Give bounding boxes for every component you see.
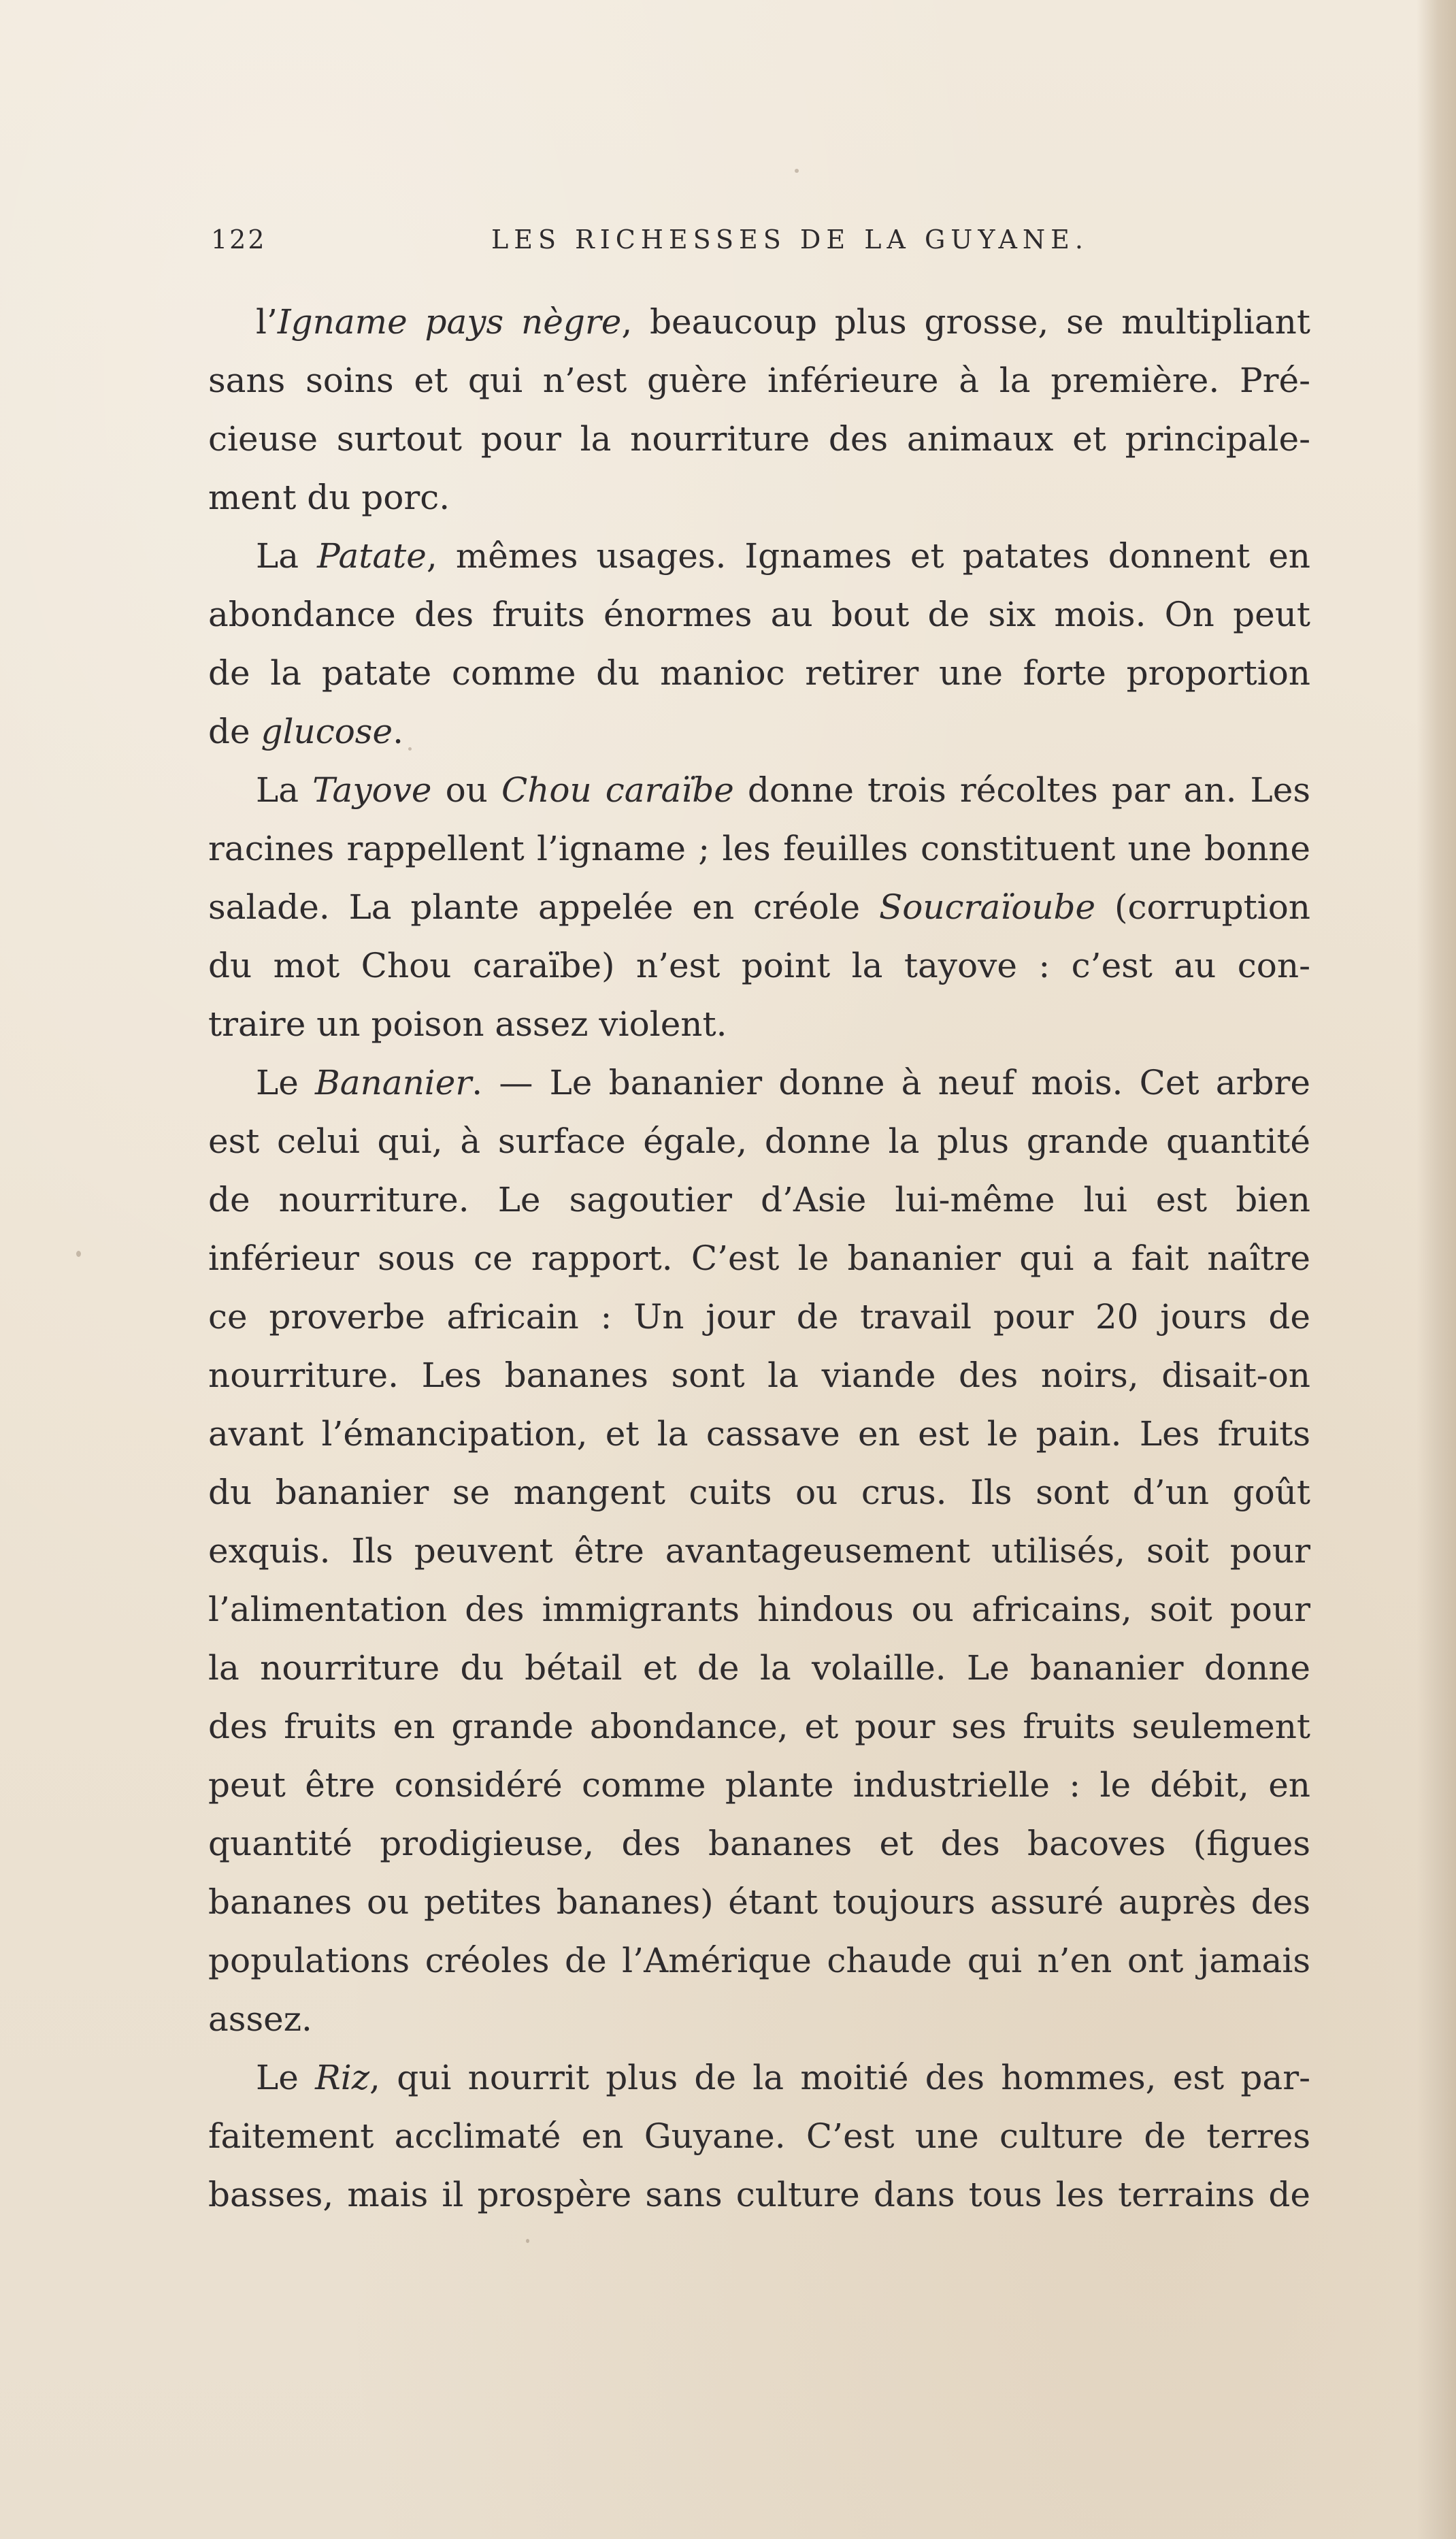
text-run: de nourriture. Le sagoutier d’Asie lui-même lui est bien [208,1180,1310,1219]
text-line [208,1053,1310,1112]
text-run: salade. La plante appelée en créole [208,887,879,927]
italic-term: Igname pays nègre [277,302,622,342]
text-run: du mot Chou caraïbe) n’est point la tayove : c’est au con- [208,946,1310,985]
text-run: racines rappellent l’igname ; les feuilles constituent une bonne [208,829,1310,868]
text-run: ment du porc. [208,478,450,517]
text-run: exquis. Ils peuvent être avantageusement utilisés, soit pour [208,1531,1310,1571]
text-run: peut être considéré comme plante industrielle : le débit, en [208,1765,1310,1805]
text-run: nourriture. Les bananes sont la viande des noirs, disait-on [208,1356,1310,1395]
text-line [208,1697,1310,1756]
body-text [208,293,1310,2224]
text-line [208,410,1310,468]
text-run: (corruption [1095,887,1310,927]
text-line [208,293,1310,351]
text-line [208,644,1310,702]
text-line [208,995,1310,1053]
text-run: sans soins et qui n’est guère inférieure à la première. Pré- [208,361,1310,400]
paper-speck [526,2239,529,2243]
text-line [208,1170,1310,1229]
text-line [208,1346,1310,1405]
text-line [208,1756,1310,1814]
page-number: 122 [211,225,267,255]
text-line [208,878,1310,936]
italic-term: Chou caraïbe [501,770,734,810]
text-run: faitement acclimaté en Guyane. C’est une culture de terres [208,2116,1310,2156]
text-run: donne trois récoltes par an. Les [733,770,1310,810]
text-line [208,527,1310,585]
paper-speck [76,1251,81,1257]
text-line [208,1639,1310,1697]
running-title: LES RICHESSES DE LA GUYANE. [491,225,1089,255]
italic-term: glucose [261,712,393,751]
text-run: populations créoles de l’Amérique chaude qui n’en ont jamais [208,1941,1310,1980]
text-run: traire un poison assez violent. [208,1004,727,1044]
text-line [208,1814,1310,1873]
text-run: , beaucoup plus grosse, se multipliant [621,302,1310,342]
text-run: . — Le bananier donne à neuf mois. Cet arbre [471,1063,1310,1102]
text-line [208,1229,1310,1288]
text-run: du bananier se mangent cuits ou crus. Ils sont d’un goût [208,1473,1310,1512]
text-run: inférieur sous ce rapport. C’est le bananier qui a fait naître [208,1239,1310,1278]
text-run: de la patate comme du manioc retirer une forte proportion [208,653,1310,693]
text-run: La [256,536,318,576]
text-run: quantité prodigieuse, des bananes et des bacoves (figues [208,1824,1310,1863]
text-line [208,2048,1310,2107]
text-line [208,1288,1310,1346]
text-run: abondance des fruits énormes au bout de six mois. On peut [208,595,1310,634]
text-run: avant l’émancipation, et la cassave en est le pain. Les fruits [208,1414,1310,1454]
text-run: Le [256,1063,316,1102]
text-line [208,936,1310,995]
text-line [208,1931,1310,1990]
text-line [208,468,1310,527]
text-run: l’alimentation des immigrants hindous ou africains, soit pour [208,1590,1310,1629]
text-line [208,1463,1310,1522]
text-run: basses, mais il prospère sans culture dans tous les terrains de [208,2175,1310,2214]
text-line [208,1522,1310,1580]
text-line [208,1873,1310,1931]
text-line [208,351,1310,410]
text-run: la nourriture du bétail et de la volaille. Le bananier donne [208,1648,1310,1688]
text-line [208,1990,1310,2048]
running-header [211,219,1252,260]
text-run: assez. [208,1999,312,2039]
text-run: des fruits en grande abondance, et pour ses fruits seulement [208,1707,1310,1746]
text-line [208,1580,1310,1639]
text-line [208,761,1310,819]
text-run: ce proverbe africain : Un jour de travail pour 20 jours de [208,1297,1310,1337]
text-run: bananes ou petites bananes) étant toujours assuré auprès des [208,1882,1310,1922]
page-edge-shadow [1417,0,1456,2539]
text-run: La [256,770,313,810]
italic-term: Soucraïoube [878,887,1096,927]
text-run: . [393,712,403,751]
italic-term: Riz [315,2058,370,2097]
paper-speck [795,169,799,173]
italic-term: Bananier [315,1063,472,1102]
text-line [208,585,1310,644]
text-run: l’ [256,302,278,342]
text-run: , qui nourrit plus de la moitié des hommes, est par- [369,2058,1311,2097]
text-run: ou [431,770,501,810]
text-run: de [208,712,261,751]
text-run: cieuse surtout pour la nourriture des animaux et principale- [208,419,1310,459]
text-run: Le [256,2058,316,2097]
italic-term: Tayove [312,770,432,810]
text-line [208,819,1310,878]
text-line [208,702,1310,761]
text-line [208,2107,1310,2165]
text-run: est celui qui, à surface égale, donne la plus grande quantité [208,1121,1310,1161]
text-line [208,2165,1310,2224]
text-run: , mêmes usages. Ignames et patates donnent en [426,536,1311,576]
italic-term: Patate [317,536,427,576]
text-line [208,1112,1310,1170]
text-line [208,1405,1310,1463]
